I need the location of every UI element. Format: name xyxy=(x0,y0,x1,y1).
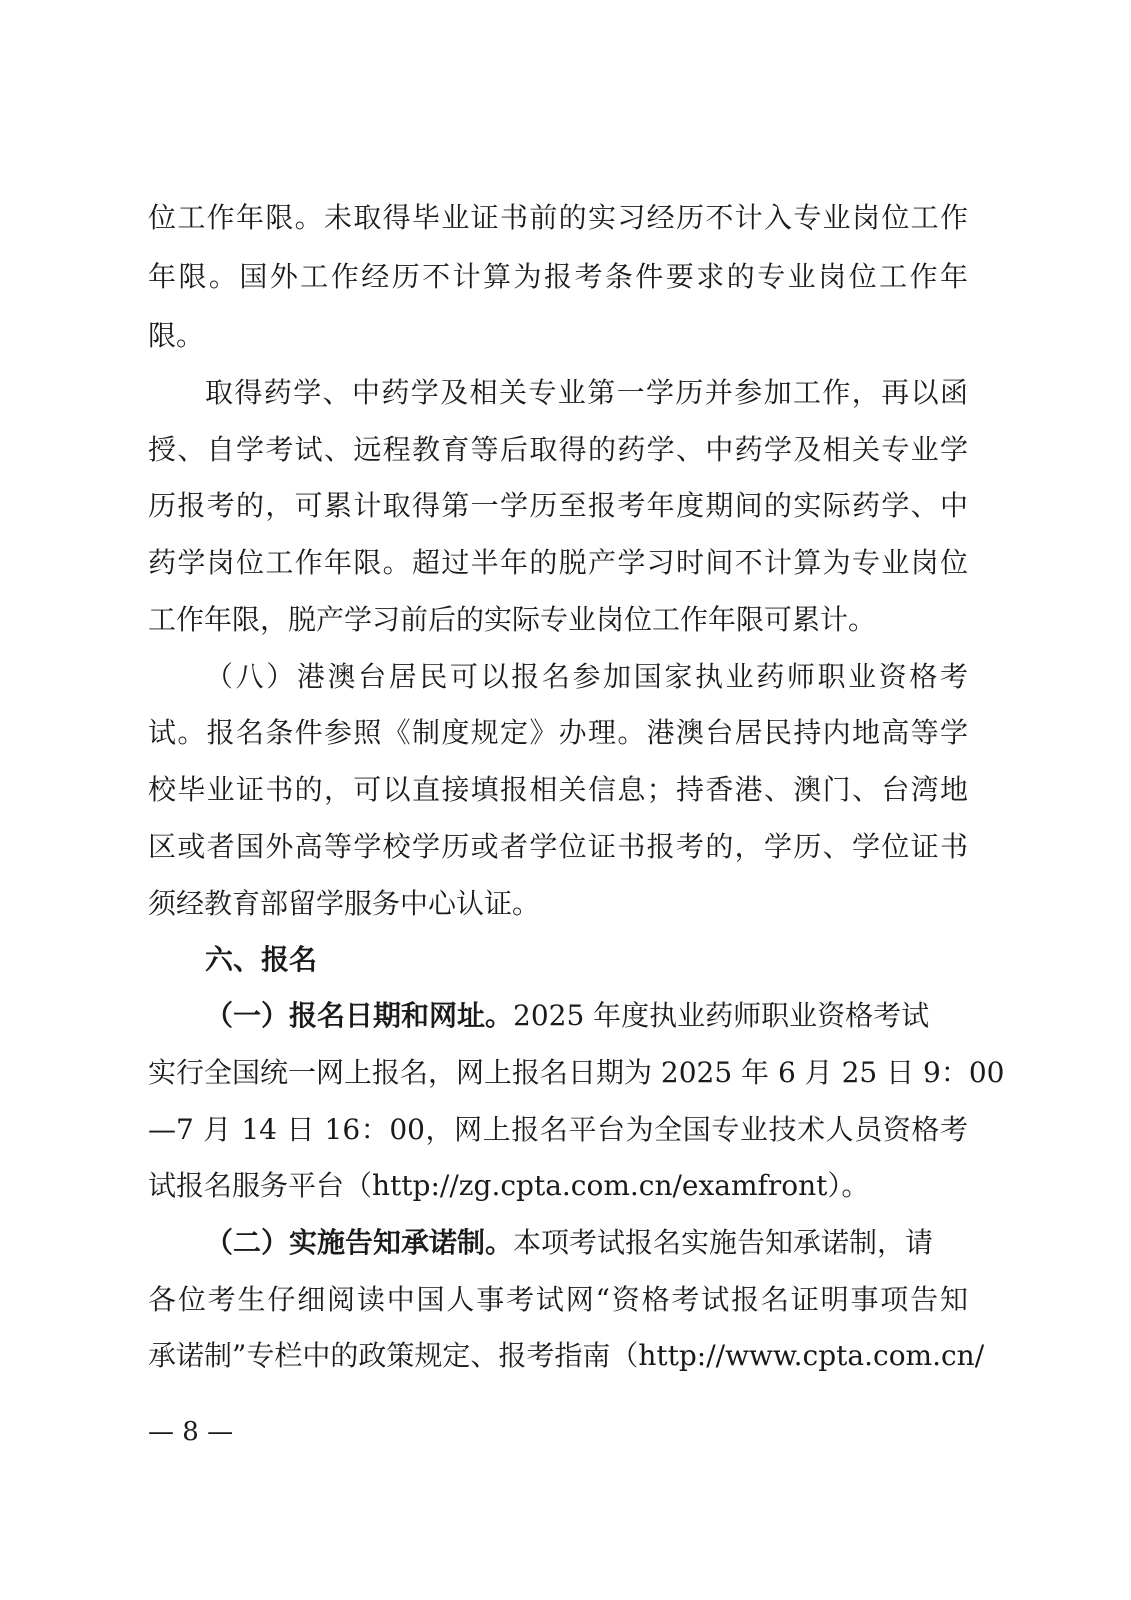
paragraph-line: （八）港澳台居民可以报名参加国家执业药师职业资格考 xyxy=(205,660,968,693)
paragraph-line: 限。 xyxy=(148,319,205,352)
paragraph-text: 本项考试报名实施告知承诺制，请 xyxy=(513,1226,934,1259)
paragraph-line: —7 月 14 日 16：00，网上报名平台为全国专业技术人员资格考 xyxy=(148,1113,968,1146)
page-number: — 8 — xyxy=(148,1417,234,1447)
subsection-heading: （二）实施告知承诺制。 xyxy=(205,1226,514,1259)
paragraph-text: 2025 年度执业药师职业资格考试 xyxy=(513,999,930,1032)
paragraph-line: 区或者国外高等学校学历或者学位证书报考的，学历、学位证书 xyxy=(148,830,968,863)
paragraph-line: 工作年限，脱产学习前后的实际专业岗位工作年限可累计。 xyxy=(148,603,877,636)
paragraph-line: 须经教育部留学服务中心认证。 xyxy=(148,887,541,920)
paragraph-line: 年限。国外工作经历不计算为报考条件要求的专业岗位工作年 xyxy=(148,260,968,293)
paragraph-line: 试报名服务平台（http://zg.cpta.com.cn/examfront）。 xyxy=(148,1169,870,1202)
section-heading: 六、报名 xyxy=(205,943,318,976)
paragraph-line: 取得药学、中药学及相关专业第一学历并参加工作，再以函 xyxy=(205,376,968,409)
paragraph-line: 各位考生仔细阅读中国人事考试网“资格考试报名证明事项告知 xyxy=(148,1283,968,1316)
subsection-heading: （一）报名日期和网址。 xyxy=(205,999,514,1032)
paragraph-line: 实行全国统一网上报名，网上报名日期为 2025 年 6 月 25 日 9：00 xyxy=(148,1056,1005,1089)
paragraph-line-with-heading xyxy=(205,996,968,1036)
paragraph-line: 历报考的，可累计取得第一学历至报考年度期间的实际药学、中 xyxy=(148,489,968,522)
paragraph-line: 试。报名条件参照《制度规定》办理。港澳台居民持内地高等学 xyxy=(148,716,968,749)
paragraph-line-with-heading xyxy=(205,1223,968,1263)
paragraph-line: 位工作年限。未取得毕业证书前的实习经历不计入专业岗位工作 xyxy=(148,201,968,234)
paragraph-line: 药学岗位工作年限。超过半年的脱产学习时间不计算为专业岗位 xyxy=(148,546,968,579)
paragraph-line: 承诺制”专栏中的政策规定、报考指南（http://www.cpta.com.cn/ xyxy=(148,1339,985,1372)
paragraph-line: 校毕业证书的，可以直接填报相关信息；持香港、澳门、台湾地 xyxy=(148,773,968,806)
paragraph-line: 授、自学考试、远程教育等后取得的药学、中药学及相关专业学 xyxy=(148,433,968,466)
